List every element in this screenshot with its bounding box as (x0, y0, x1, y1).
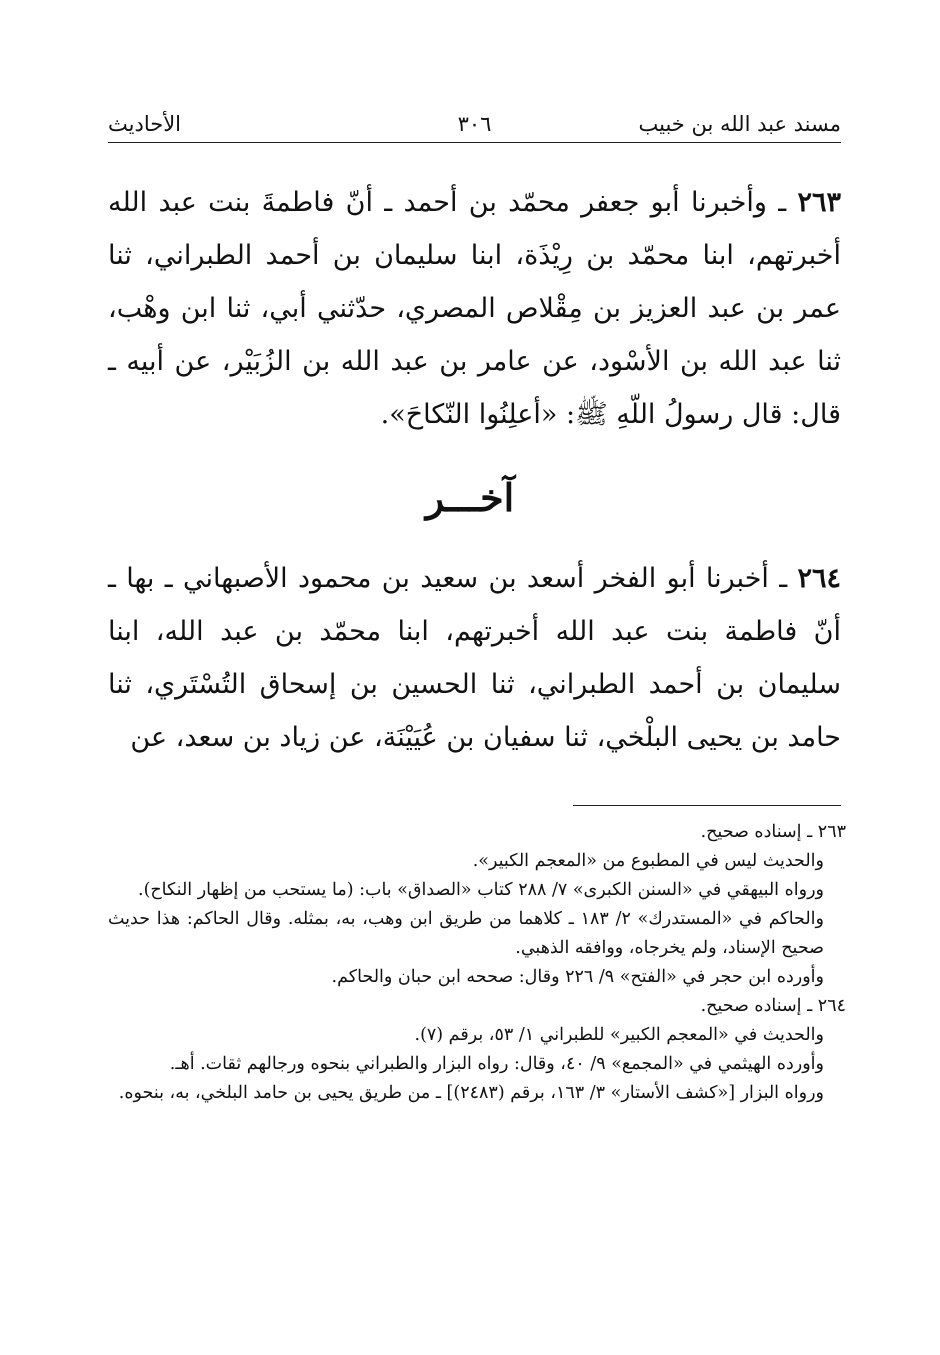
footnote-263-line: والحاكم في «المستدرك» ٢/ ١٨٣ ـ كلاهما من طريق ابن وهب، به، بمثله. وقال الحاكم: هذا حديث صحيح الإسناد، ولم يخرجاه، ووافقه الذهبي. (108, 909, 824, 958)
footnote-264-line: ورواه البزار [«كشف الأستار» ٣/ ١٦٣، برقم (٢٤٨٣)] ـ من طريق يحيى بن حامد البلخي، به، بنحوه. (118, 1083, 824, 1103)
footnote-264 (108, 992, 846, 1108)
section-heading: آخـــر (425, 475, 515, 520)
hadith-263-number: ٢٦٣ (797, 187, 841, 218)
footnote-263-head: ٢٦٣ ـ إسناده صحيح. (700, 822, 846, 842)
footnote-263-line: والحديث ليس في المطبوع من «المعجم الكبير». (472, 851, 824, 871)
page-header (108, 112, 841, 142)
hadith-264-paragraph (108, 552, 841, 764)
hadith-263-text: ـ وأخبرنا أبو جعفر محمّد بن أحمد ـ أنّ فاطمةَ بنت عبد الله أخبرتهم، ابنا محمّد بن رِيْذَة، ابنا سليمان بن أحمد الطبراني، ثنا عمر بن عبد العزيز بن مِقْلاص المصري، حدّثني أبي، ثنا ابن وهْب، ثنا عبد الله بن الأسْود، عن عامر بن عبد الله بن الزُبَيْر، عن أبيه ـ قال: قال رسولُ اللّهِ ﷺ: «أعلِنُوا النّكاحَ». (108, 187, 841, 430)
page-number: ٣٠٦ (457, 112, 492, 136)
section-running-title: الأحاديث (108, 112, 182, 136)
footnote-264-line: وأورده الهيثمي في «المجمع» ٩/ ٤٠، وقال: رواه البزار والطبراني بنحوه ورجالهم ثقات. أهـ. (169, 1054, 824, 1074)
footnote-divider (573, 805, 841, 806)
book-title: مسند عبد الله بن خبيب (638, 112, 841, 136)
hadith-264-text: ـ أخبرنا أبو الفخر أسعد بن سعيد بن محمود الأصبهاني ـ بها ـ أنّ فاطمة بنت عبد الله أخبرتهم، ابنا محمّد بن عبد الله، ابنا سليمان بن أحمد الطبراني، ثنا الحسين بن إسحاق التُسْتَري، ثنا حامد بن يحيى البلْخي، ثنا سفيان بن عُيَيْنَة، عن زياد بن سعد، عن (108, 563, 841, 753)
footnote-264-line: والحديث في «المعجم الكبير» للطبراني ١/ ٥٣، برقم (٧). (414, 1025, 824, 1045)
footnote-263-line: وأورده ابن حجر في «الفتح» ٩/ ٢٢٦ وقال: صححه ابن حبان والحاكم. (331, 967, 824, 987)
hadith-264-number: ٢٦٤ (797, 563, 841, 594)
hadith-264 (108, 552, 841, 764)
hadith-263 (108, 176, 841, 441)
footnote-263-line: ورواه البيهقي في «السنن الكبرى» ٧/ ٢٨٨ كتاب «الصداق» باب: (ما يستحب من إظهار النكاح). (138, 880, 824, 900)
footnotes (108, 818, 846, 1108)
hadith-263-paragraph (108, 176, 841, 441)
footnote-264-head: ٢٦٤ ـ إسناده صحيح. (700, 996, 846, 1016)
footnote-263 (108, 818, 846, 992)
header-divider (108, 142, 841, 143)
